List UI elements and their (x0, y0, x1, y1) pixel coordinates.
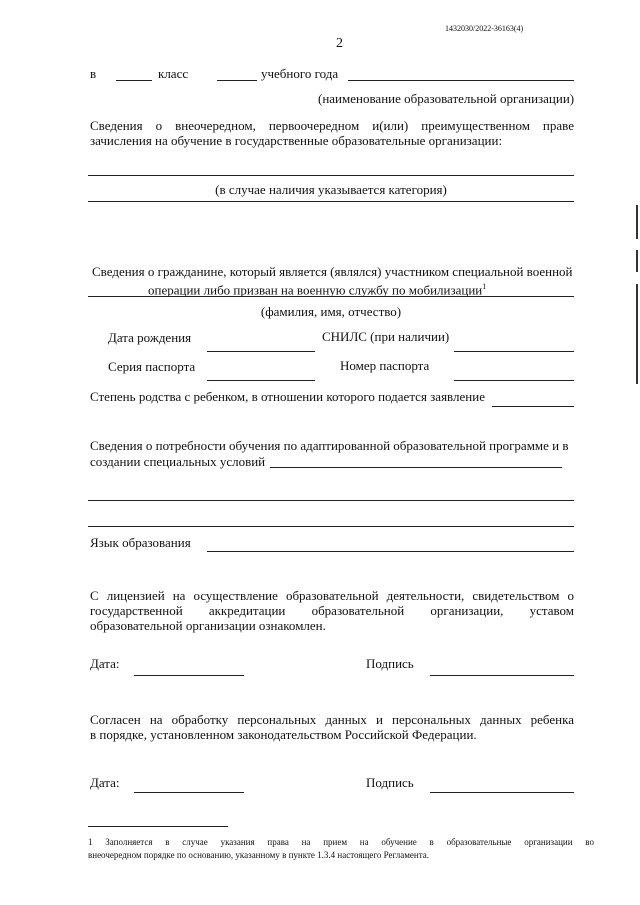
priority-category-caption: (в случае наличия указывается категория) (215, 182, 447, 197)
passport-series-field[interactable] (207, 380, 315, 381)
passport-number-field[interactable] (454, 380, 574, 381)
fio-caption: (фамилия, имя, отчество) (260, 304, 402, 319)
fio-field[interactable] (88, 296, 574, 297)
special-conditions-field-2[interactable] (88, 500, 574, 501)
kinship-label: Степень родства с ребенком, в отношении которого подается заявление (90, 389, 485, 404)
education-language-label: Язык образования (90, 535, 191, 550)
consent-text-line2: в порядке, установленном законодательством Российской Федерации. (90, 727, 477, 742)
signature-field-1[interactable] (430, 675, 574, 676)
svo-text-line2: операции либо призван на военную службу по мобилизации$^1$ (148, 282, 487, 298)
special-conditions-field-3[interactable] (88, 526, 574, 527)
date-field-2[interactable] (134, 792, 244, 793)
date-label-1: Дата: (90, 656, 120, 671)
license-text-line2: государственной аккредитации образовательной организации, уставом (90, 603, 574, 618)
snils-label: СНИЛС (при наличии) (322, 329, 450, 344)
school-year-label: учебного года (261, 66, 339, 81)
birth-date-label: Дата рождения (108, 330, 192, 345)
page-number: 2 (336, 36, 343, 51)
class-number-field[interactable] (116, 80, 152, 81)
adapted-program-text-line2: создании специальных условий (90, 454, 266, 469)
passport-series-label: Серия паспорта (108, 359, 196, 374)
date-label-2: Дата: (90, 775, 120, 790)
date-field-1[interactable] (134, 675, 244, 676)
class-prefix: в (90, 66, 97, 81)
priority-category-field[interactable] (88, 175, 574, 176)
license-text-line1: С лицензией на осуществление образовательной деятельности, свидетельством о (90, 588, 574, 603)
footnote-line2: внеочередном порядке по основанию, указанному в пункте 1.3.4 настоящего Регламента. (88, 850, 430, 860)
priority-rights-text-line2: зачисления на обучение в государственные образовательные организации: (90, 133, 503, 148)
special-conditions-field[interactable] (270, 467, 562, 468)
birth-date-field[interactable] (207, 351, 315, 352)
signature-field-2[interactable] (430, 792, 574, 793)
education-language-field[interactable] (207, 551, 574, 552)
snils-field[interactable] (454, 351, 574, 352)
signature-label-1: Подпись (366, 656, 414, 671)
signature-label-2: Подпись (366, 775, 414, 790)
document-id: 1432030/2022-36163(4) (445, 24, 524, 33)
school-year-field[interactable] (217, 80, 257, 81)
organization-caption: (наименование образовательной организации) (318, 91, 575, 106)
footnote-line1: 1 Заполняется в случае указания права на прием на обучение в образовательные организации во (88, 837, 594, 847)
scan-edge-mark (636, 205, 638, 239)
license-text-line3: образовательной организации ознакомлен. (90, 618, 326, 633)
consent-text-line1: Согласен на обработку персональных данных и персональных данных ребенка (90, 712, 574, 727)
scan-edge-mark (636, 250, 638, 272)
svo-text-line1: Сведения о гражданине, который является (являлся) участником специальной военной (92, 264, 573, 279)
passport-number-label: Номер паспорта (340, 358, 430, 373)
organization-name-field[interactable] (348, 80, 574, 81)
footnote-separator (88, 826, 228, 827)
priority-category-field-2[interactable] (88, 201, 574, 202)
priority-rights-text-line1: Сведения о внеочередном, первоочередном и(или) преимущественном праве (90, 118, 574, 133)
adapted-program-text-line1: Сведения о потребности обучения по адаптированной образовательной программе и в (90, 438, 569, 453)
kinship-field[interactable] (492, 406, 574, 407)
class-label: класс (158, 66, 189, 81)
footnote-ref: 1 (482, 282, 487, 291)
scan-edge-mark (636, 284, 638, 384)
